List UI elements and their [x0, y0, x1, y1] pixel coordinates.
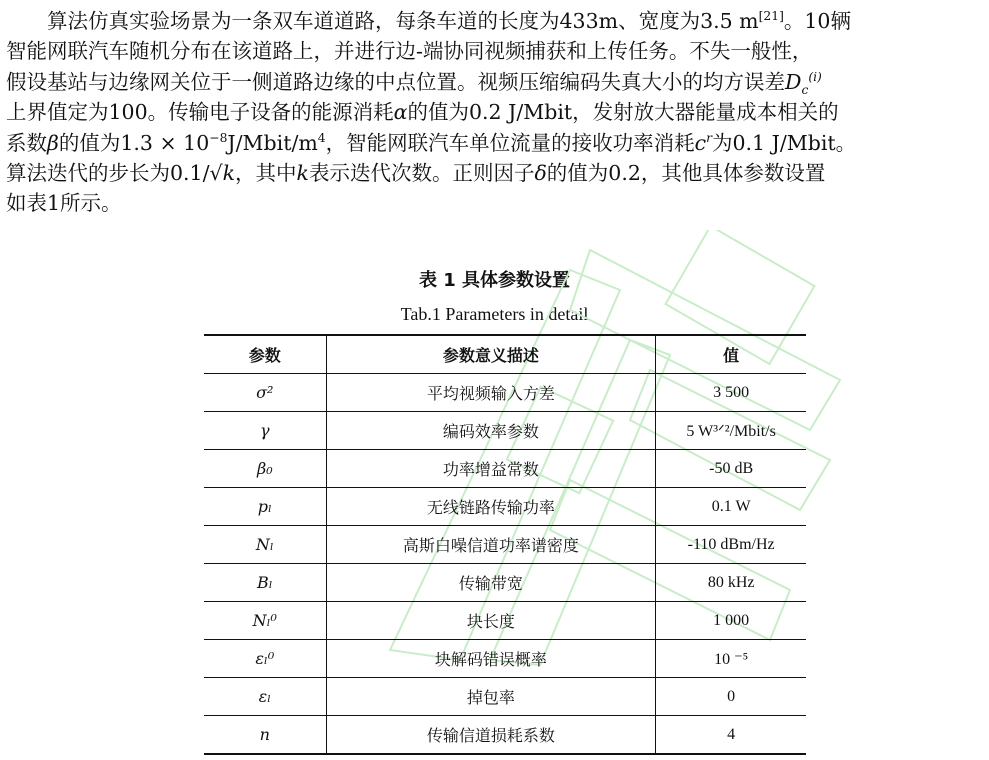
text-run: 系数	[6, 130, 47, 155]
text-run: 为0.1 J/Mbit。	[712, 130, 857, 155]
param-symbol: β₀	[204, 450, 326, 488]
text-run: 的值为1.3 × 10	[58, 130, 210, 155]
para-line-2: 智能网联汽车随机分布在该道路上，并进行边-端协同视频捕获和上传任务。不失一般性，	[6, 39, 813, 64]
text-run: ，其中	[235, 161, 297, 186]
table-row	[204, 716, 806, 755]
table-row	[204, 564, 806, 602]
param-symbol: εₗ⁰	[204, 640, 326, 678]
param-symbol: γ	[204, 412, 326, 450]
math-symbol: k	[222, 161, 236, 186]
table-caption-zh: 表 1 具体参数设置	[418, 270, 571, 291]
math-symbol: β	[47, 130, 59, 155]
text-run: 上界值定为100。传输电子设备的能源消耗	[6, 100, 394, 125]
param-description: 平均视频输入方差	[326, 374, 656, 412]
param-value: -50 dB	[656, 450, 806, 488]
text-run: ，智能网联汽车单位流量的接收功率消耗	[325, 130, 695, 155]
header-value: 值	[656, 335, 806, 374]
param-symbol: pₗ	[204, 488, 326, 526]
body-paragraph	[6, 6, 984, 219]
table-row	[204, 450, 806, 488]
text-run: 表示迭代次数。正则因子	[308, 161, 535, 186]
param-description: 传输带宽	[326, 564, 656, 602]
table-row	[204, 678, 806, 716]
table-row	[204, 640, 806, 678]
math-symbol: c	[694, 130, 707, 155]
math-superscript: −8	[209, 130, 228, 145]
text-run: 。10辆	[783, 9, 851, 33]
text-run: 算法仿真实验场景为一条双车道道路，每条车道的长度为433m、宽度为3.5 m	[47, 9, 759, 33]
math-subscript: c	[801, 82, 809, 97]
header-description: 参数意义描述	[326, 335, 656, 374]
param-symbol: Bₗ	[204, 564, 326, 602]
param-value: 0	[656, 678, 806, 716]
text-run: 的值为0.2，其他具体参数设置	[546, 161, 826, 186]
param-value: 3 500	[656, 374, 806, 412]
param-symbol: Nₗ	[204, 526, 326, 564]
table-row	[204, 602, 806, 640]
param-description: 高斯白噪信道功率谱密度	[326, 526, 656, 564]
param-symbol: εₗ	[204, 678, 326, 716]
param-symbol: n	[204, 716, 326, 755]
para-line-5	[6, 128, 984, 158]
param-description: 编码效率参数	[326, 412, 656, 450]
text-run: 的值为0.2 J/Mbit，发射放大器能量成本相关的	[407, 100, 839, 125]
parameters-table	[204, 334, 806, 755]
param-description: 无线链路传输功率	[326, 488, 656, 526]
table-row	[204, 412, 806, 450]
para-line-4	[6, 97, 984, 127]
param-value: 1 000	[656, 602, 806, 640]
math-symbol: δ	[534, 161, 547, 186]
table-header-row	[204, 335, 806, 374]
param-value: 10 ⁻⁵	[656, 640, 806, 678]
param-symbol: Nₗ⁰	[204, 602, 326, 640]
math-symbol: D	[785, 69, 802, 94]
para-line-3	[6, 67, 984, 97]
para-line-7: 如表1所示。	[6, 191, 122, 216]
param-description: 传输信道损耗系数	[326, 716, 656, 755]
param-value: 80 kHz	[656, 564, 806, 602]
math-superscript: (i)	[808, 69, 822, 84]
param-symbol: σ²	[204, 374, 326, 412]
text-run: 假设基站与边缘网关位于一侧道路边缘的中点位置。视频压缩编码失真大小的均方误差	[6, 69, 785, 94]
table-row	[204, 526, 806, 564]
math-symbol: k	[296, 161, 309, 186]
para-line-6	[6, 158, 984, 188]
param-description: 块解码错误概率	[326, 640, 656, 678]
table-caption-en: Tab.1 Parameters in detail	[400, 304, 589, 324]
param-value: 5 W³ᐟ²/Mbit/s	[656, 412, 806, 450]
text-run: 算法迭代的步长为0.1/√	[6, 161, 223, 186]
param-value: 4	[656, 716, 806, 755]
math-symbol: α	[393, 100, 408, 125]
header-param: 参数	[204, 335, 326, 374]
param-description: 功率增益常数	[326, 450, 656, 488]
citation[interactable]: [21]	[758, 9, 784, 24]
param-description: 块长度	[326, 602, 656, 640]
math-superscript: r	[706, 130, 712, 145]
param-description: 掉包率	[326, 678, 656, 716]
param-value: 0.1 W	[656, 488, 806, 526]
text-run: J/Mbit/m	[227, 130, 318, 155]
table-row	[204, 488, 806, 526]
math-superscript: 4	[317, 130, 326, 145]
para-line-1	[6, 6, 984, 36]
table-row	[204, 374, 806, 412]
param-value: -110 dBm/Hz	[656, 526, 806, 564]
